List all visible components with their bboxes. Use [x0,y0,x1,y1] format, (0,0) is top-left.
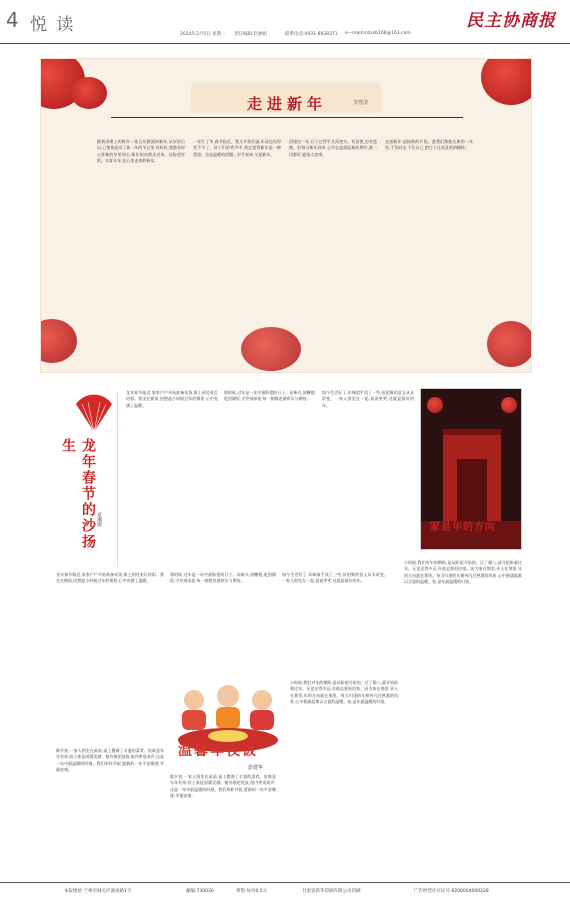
feature-column: 一年忙了冬,春节临近。我又开始忙碌,年货也办得差不多了。孩子们的笑声中,我总觉得新年是一种希望。也是温暖的团圆。岁月匆匆,又是新年。 [193,139,281,157]
contact-phone: 联系电话:0931-8928371 [285,32,338,37]
footer-printer: 甘肃省新华印刷有限公司印刷 [302,889,361,894]
lantern-icon [487,321,532,367]
lantern-icon [501,397,517,413]
section-name: 悦 读 [30,15,76,35]
side-article-title: 龙年春节的沙扬生 [60,438,96,550]
home-title: 家是年的方向 [430,522,496,533]
side-column: 那时候,过年是一年中最盼望的日子。穿新衣,放鞭炮,吃团圆饭,守岁到深夜,每一刻都充满欢乐与期待。 [224,390,316,402]
newspaper-logo: 民主协商报 [466,11,556,31]
feature-column: 回望这一年,日子过得平凡而充实。有喜悦,也有遗憾。但每当新年到来,心中总是涌起新的期许,愿一切都好,愿家人安康。 [289,139,377,157]
home-body: 小时候,我们对年的期盼,是从盼望开始的。过了腊八,就开始盼着过年。无论走得多远,年前总要赶回家。因为家在那里,亲人在那里,年的方向就在那里。每当归途的车窗外闪过熟悉的风景,心中便涌起难以言说的温暖。家,是年最温暖的归宿。 [404,560,522,585]
feature-column: 走进新年,迎接新的开始。愿我们都能在新的一年里,不负时光,不负自己,把日子过成喜欢的模样。 [385,139,473,151]
reunion-title: 温馨年夜饭 [178,743,258,759]
issue-date: 2024年2月5日 星期一 [180,32,226,37]
side-title-block [56,392,118,567]
side-column: 龙年春节临近,家家户户开始准备年货,街上到处张灯结彩。我坐在窗前,回想起小时候过年的情景,心中充满了温暖。 [126,390,218,408]
feature-column: 随着清理上的跨年一张日历掀面到新年,从岁的日历,已悄悄迎向了新一年的节日里,有时时,我都有时心怀新的岁里的心,新年的向我走近来。这盼望年的。年复年年,在心里走来的新年。 [97,139,185,164]
home-body: 小时候,我们对年的期盼,是从盼望开始的。过了腊八,就开始盼着过年。无论走得多远,年前总要赶回家。因为家在那里,亲人在那里,年的方向就在那里。每当归途的车窗外闪过熟悉的风景,心中便涌起难以言说的温暖。家,是年最温暖的归宿。 [290,680,398,705]
side-column: 如今生活好了,年味似乎淡了一些,但团聚的意义从未改变。一家人围坐在一起,说说笑笑,这就是最好的年。 [322,390,414,408]
contact-email: e—mail:mzxsb168@163.com [345,31,411,36]
side-byline: 章潮琪 [96,512,102,527]
feature-byline: 李慧清 [353,100,369,106]
fan-decoration-icon [74,394,114,434]
footer-postcode: 邮编:730030 [186,889,214,894]
footer-license: 广告经营许可证号:6200004000228 [414,889,489,894]
footer-price: 零售:每份0.5元 [236,889,268,894]
side-continuation: 如今生活好了,年味似乎淡了一些,但团聚的意义从未改变。一家人围坐在一起,说说笑笑,这就是最好的年。 [282,572,388,584]
side-continuation: 那时候,过年是一年中最盼望的日子。穿新衣,放鞭炮,吃团圆饭,守岁到深夜,每一刻都充满欢乐与期待。 [170,572,276,584]
side-continuation: 龙年春节临近,家家户户开始准备年货,街上到处张灯结彩。我坐在窗前,回想起小时候过年的情景,心中充满了温暖。 [56,572,164,584]
page-header [0,0,570,44]
feature-title: 走进新年 [246,95,327,113]
reunion-body: 除夕夜,一家人围坐在桌前,桌上摆满了丰盛的菜肴。鱼寓意年年有余,饺子象征团圆美满。窗外烟花绽放,屋内笑语欢声,这是一年中最温暖的时刻。我们举杯共祝,愿新的一年平安顺遂,幸福安康。 [170,774,276,799]
reunion-byline: 彭建华 [248,765,264,771]
title-rule [111,117,463,118]
lantern-icon [427,397,443,413]
lantern-icon [241,327,301,371]
reunion-body: 除夕夜,一家人围坐在桌前,桌上摆满了丰盛的菜肴。鱼寓意年年有余,饺子象征团圆美满。窗外烟花绽放,屋内笑语欢声,这是一年中最温暖的时刻。我们举杯共祝,愿新的一年平安顺遂,幸福安康。 [56,748,164,773]
lantern-icon [40,319,77,363]
page-footer [0,882,570,900]
page-number: 4 [6,8,19,32]
doorway [457,459,487,521]
home-byline: 李新设 [470,541,486,547]
footer-address: 本报地址:兰州市城关区酒泉路1号 [64,889,132,894]
feature-banner [40,58,532,373]
editor-credit: 责任编辑:赵涵娟 [234,32,268,37]
